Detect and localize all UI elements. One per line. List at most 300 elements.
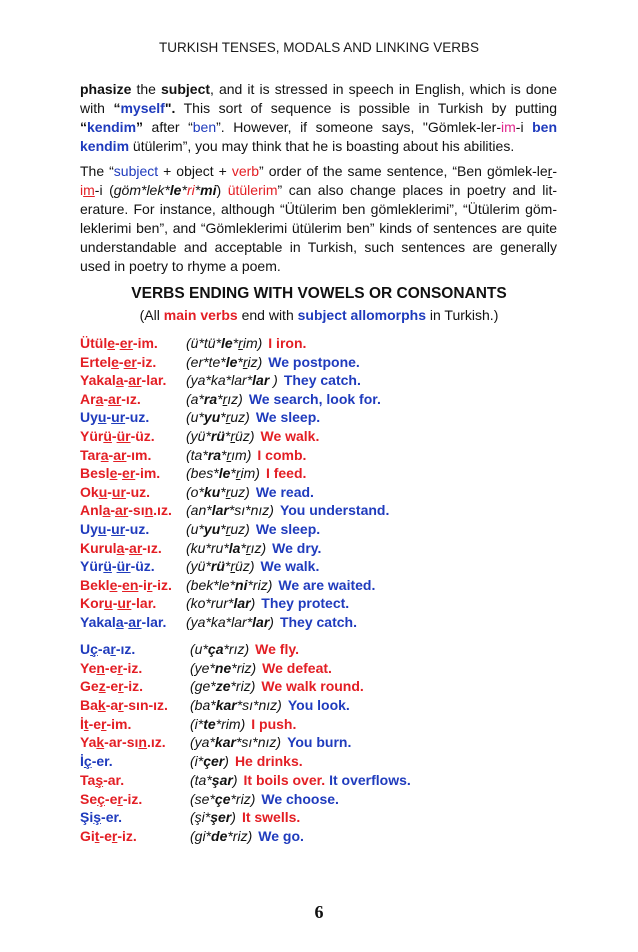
underlined-text: ar: [128, 372, 142, 389]
english-meaning: [284, 372, 361, 388]
underlined-text: r: [118, 678, 124, 695]
verb-form: [80, 483, 150, 502]
translation: [190, 696, 350, 715]
verb-entry: [80, 640, 557, 659]
text-run: -üz.: [130, 558, 155, 575]
text-line: [80, 200, 557, 219]
page-number: 6: [314, 902, 324, 922]
pronunciation: [190, 660, 256, 676]
text-run: *rim): [215, 715, 246, 732]
underlined-text: ur: [111, 483, 126, 500]
underlined-text: ur: [117, 595, 132, 612]
underlined-text: n: [138, 734, 147, 751]
text-run: ): [224, 753, 229, 770]
text-run: We walk round.: [261, 678, 364, 695]
text-run: -: [112, 595, 118, 612]
text-run: (yü*: [186, 558, 211, 575]
text-run: (i*: [190, 753, 204, 770]
underlined-text: a: [95, 390, 104, 407]
text-run: (şi*: [190, 809, 211, 826]
text-run: i: [80, 182, 84, 198]
english-meaning: [260, 558, 319, 574]
translation: [186, 594, 349, 613]
underlined-text: e: [111, 353, 119, 370]
verb-form: [80, 827, 137, 846]
text-run: lar: [233, 595, 251, 612]
english-meaning: [244, 772, 411, 788]
underlined-text: a: [100, 446, 109, 463]
underlined-text: r: [118, 697, 124, 714]
text-run: -uz.: [125, 520, 150, 537]
translation: [186, 464, 306, 483]
text-line: [80, 219, 557, 238]
text-run: Gi: [80, 827, 95, 844]
text-run: ım): [231, 446, 252, 463]
text-run: *: [221, 446, 227, 463]
text-run: It overflows.: [325, 771, 411, 788]
underlined-text: ç: [97, 790, 105, 807]
pronunciation: [190, 734, 281, 750]
text-run: subject: [113, 163, 159, 179]
pronunciation: [190, 753, 229, 769]
verb-form: [80, 334, 158, 353]
text-run: It boils over.: [243, 771, 326, 788]
text-run: -: [123, 372, 129, 389]
pronunciation: [186, 484, 250, 500]
text-run: ”. However, if someone says, "Gömlek-ler-: [216, 119, 502, 135]
text-run: They catch.: [279, 613, 357, 630]
text-run: (u*: [186, 520, 204, 537]
verb-entry: [80, 371, 557, 390]
text-line: [80, 118, 557, 137]
underlined-text: r: [117, 659, 123, 676]
text-run: -: [117, 576, 123, 593]
text-run: *riz): [227, 827, 253, 844]
text-run: *riz): [230, 790, 256, 807]
text-run: *: [230, 465, 236, 482]
text-run: iz): [247, 353, 263, 370]
text-run: *: [232, 335, 239, 351]
text-run: used in poetry to rhyme a poem.: [80, 258, 281, 274]
translation: [186, 390, 381, 409]
verb-form: [80, 808, 122, 827]
text-run: -: [118, 353, 124, 370]
english-meaning: [261, 791, 339, 807]
underlined-text: r: [225, 409, 231, 426]
verb-list-consonant-endings: [80, 640, 557, 846]
text-run: We dry.: [272, 539, 322, 556]
underlined-text: er: [122, 465, 136, 482]
text-run: kar: [215, 697, 237, 714]
verb-entry: [80, 613, 557, 632]
verb-form: [80, 576, 172, 595]
text-run: rü: [210, 427, 225, 444]
text-run: göm*lek*: [113, 182, 170, 198]
text-run: -iz.: [117, 827, 137, 844]
text-run: Tar: [80, 446, 101, 463]
text-run: -: [124, 539, 130, 556]
text-run: -im.: [132, 335, 158, 351]
underlined-text: e: [109, 465, 118, 482]
english-meaning: [280, 614, 357, 630]
text-run: verb: [231, 163, 260, 179]
text-run: ): [231, 809, 236, 826]
text-run: üz): [235, 427, 255, 444]
text-run: *: [224, 427, 231, 444]
text-run: Kor: [80, 595, 105, 612]
text-run: (ya*ka*lar*: [186, 613, 253, 630]
verb-form: [80, 594, 156, 613]
verb-form: [80, 640, 135, 659]
text-run: yu: [203, 409, 221, 426]
underlined-text: ş: [93, 809, 102, 826]
text-run: .ız.: [153, 502, 172, 519]
verb-form: [80, 677, 143, 696]
verb-form: [80, 613, 166, 632]
text-line: [80, 80, 557, 99]
text-run: -: [106, 409, 112, 426]
verb-form: [80, 501, 172, 520]
text-run: ".: [164, 100, 176, 116]
text-run: -lar.: [141, 372, 167, 389]
text-run: We sleep.: [255, 409, 321, 426]
text-run: la: [228, 539, 241, 556]
text-run: It swells.: [241, 809, 301, 826]
text-run: main verbs: [163, 307, 238, 323]
verb-form: [80, 715, 131, 734]
text-run: They protect.: [261, 595, 350, 612]
pronunciation: [190, 641, 249, 657]
english-meaning: [288, 697, 350, 713]
text-run: (bek*le*: [186, 576, 236, 593]
text-run: We read.: [255, 483, 314, 500]
text-run: Besl: [80, 465, 110, 482]
text-run: (er*te*: [186, 353, 226, 370]
underlined-text: k: [97, 697, 106, 714]
text-run: -iz.: [122, 790, 143, 807]
english-meaning: [256, 484, 314, 500]
translation: [190, 659, 332, 678]
text-run: I comb.: [257, 446, 307, 463]
verb-form: [80, 733, 166, 752]
text-run: ütülerim: [227, 182, 278, 198]
text-run: leklerimi ben”, and “Gömleklerimi ütülerim ben” kinds of sentences are quite: [80, 220, 557, 236]
text-run: We fly.: [255, 641, 299, 657]
text-line: [80, 137, 557, 156]
text-run: (i*: [190, 715, 204, 732]
pronunciation: [186, 372, 278, 388]
text-run: understandable and acceptable in Turkish, such sentences are generally: [80, 239, 557, 255]
verb-entry: [80, 501, 557, 520]
underlined-text: r: [110, 641, 116, 657]
text-run: ”: [136, 119, 144, 135]
text-run: -iz.: [122, 659, 143, 676]
paragraph: [80, 80, 557, 156]
text-run: Ok: [80, 483, 99, 500]
text-run: (ye*: [190, 659, 215, 676]
text-run: You burn.: [287, 734, 352, 751]
translation: [190, 733, 351, 752]
text-run: Yür: [80, 558, 104, 575]
text-run: ” can also change places in poetry and lit-: [277, 182, 557, 198]
text-run: -: [103, 390, 109, 407]
text-run: subject: [161, 81, 211, 97]
text-run: subject allomorphs: [297, 307, 426, 323]
text-run: kar: [214, 734, 236, 751]
underlined-text: r: [111, 827, 118, 844]
pronunciation: [186, 335, 262, 351]
text-run: We walk.: [260, 558, 320, 575]
translation: [186, 353, 360, 372]
text-run: çe: [214, 790, 231, 807]
text-run: Ar: [80, 390, 96, 407]
verb-form: [80, 696, 168, 715]
text-run: *riz): [231, 659, 257, 676]
text-run: kendim: [87, 119, 137, 135]
text-run: (bes*: [186, 465, 219, 482]
text-run: şer: [210, 809, 232, 826]
text-line: [80, 181, 557, 200]
underlined-text: k: [96, 734, 105, 751]
underlined-text: u: [104, 595, 113, 612]
text-run: -a: [97, 641, 111, 657]
section-subheading: [0, 306, 638, 324]
text-run: with: [80, 100, 114, 116]
text-run: -e: [105, 678, 119, 695]
text-run: -: [106, 520, 112, 537]
pronunciation: [186, 521, 250, 537]
pronunciation: [186, 409, 250, 425]
text-run: te: [203, 715, 216, 732]
underlined-text: n: [144, 502, 154, 519]
underlined-text: u: [97, 409, 107, 426]
verb-form: [80, 464, 160, 483]
text-run: im: [501, 119, 516, 135]
text-run: -: [107, 483, 112, 500]
english-meaning: [260, 428, 319, 444]
translation: [190, 752, 303, 771]
text-run: ze: [215, 678, 231, 695]
text-run: *: [240, 539, 246, 556]
verb-entry: [80, 808, 557, 827]
text-run: -lar.: [131, 595, 157, 612]
underlined-text: ç: [90, 641, 98, 657]
text-line: [80, 99, 557, 118]
text-run: -sın-ız.: [123, 697, 168, 714]
text-run: (yü*: [186, 427, 211, 444]
text-run: lar: [252, 372, 270, 389]
text-run: Ge: [80, 678, 99, 695]
text-run: (ü*tü*: [186, 335, 222, 351]
text-run: *: [224, 558, 231, 575]
underlined-text: r: [238, 335, 243, 351]
verb-form: [80, 390, 141, 409]
text-run: We search, look for.: [248, 390, 381, 407]
translation: [190, 640, 299, 659]
text-run: “: [113, 100, 121, 116]
text-run: Yür: [80, 427, 104, 444]
pronunciation: [190, 697, 282, 713]
translation: [190, 771, 411, 790]
english-meaning: [249, 391, 381, 407]
text-line: [80, 257, 557, 276]
pronunciation: [190, 791, 255, 807]
text-run: uz): [230, 483, 250, 500]
verb-entry: [80, 446, 557, 465]
text-run: Anl: [80, 502, 103, 519]
verb-form: [80, 446, 151, 465]
underlined-text: u: [97, 520, 107, 537]
underlined-text: en: [122, 576, 139, 593]
text-run: We sleep.: [255, 520, 321, 537]
text-run: end with: [237, 307, 298, 323]
text-run: I iron.: [268, 335, 307, 351]
text-run: -im.: [135, 465, 161, 482]
pronunciation: [186, 428, 254, 444]
text-run: de: [211, 827, 228, 844]
english-meaning: [242, 809, 300, 825]
section-heading: VERBS ENDING WITH VOWELS OR CONSONANTS: [131, 285, 507, 302]
text-run: -uz.: [125, 483, 151, 500]
text-run: uz): [230, 520, 250, 537]
text-run: -: [110, 502, 116, 519]
text-run: (ya*: [190, 734, 215, 751]
english-meaning: [255, 641, 299, 657]
text-run: ): [269, 613, 274, 630]
underlined-text: a: [115, 613, 124, 630]
text-run: -uz.: [125, 409, 150, 426]
underlined-text: ur: [111, 520, 126, 537]
translation: [186, 446, 306, 465]
text-run: *sı*nız): [235, 734, 282, 751]
text-run: (ku*ru*: [186, 539, 229, 556]
text-run: ku: [203, 483, 221, 500]
text-run: (o*: [186, 483, 204, 500]
text-run: ri: [186, 182, 195, 198]
pronunciation: [186, 447, 251, 463]
underlined-text: ür: [116, 558, 131, 575]
text-run: We defeat.: [262, 659, 332, 676]
text-run: -e: [104, 659, 118, 676]
verb-entry: [80, 594, 557, 613]
underlined-text: ü: [103, 427, 112, 444]
verb-form: [80, 520, 149, 539]
text-run: lar: [252, 613, 270, 630]
underlined-text: t: [83, 715, 89, 732]
text-run: -ım.: [126, 446, 152, 463]
text-run: -ız.: [121, 390, 141, 407]
text-run: üz): [235, 558, 255, 575]
verb-entry: [80, 771, 557, 790]
underlined-text: r: [226, 446, 232, 463]
text-run: Bekl: [80, 576, 110, 593]
verb-form: [80, 353, 156, 372]
verb-entry: [80, 827, 557, 846]
text-run: Uy: [80, 520, 98, 537]
text-run: -er.: [91, 753, 113, 770]
text-run: They catch.: [283, 372, 361, 389]
translation: [186, 371, 361, 390]
verb-entry: [80, 790, 557, 809]
text-run: *sı*nız): [236, 697, 282, 714]
text-run: ): [269, 372, 278, 389]
verb-entry: [80, 390, 557, 409]
verb-entry: [80, 733, 557, 752]
text-run: ütülerim”, you may think that he is boasting about his abilities.: [129, 138, 515, 154]
text-run: after “: [143, 119, 193, 135]
translation: [186, 613, 357, 632]
english-meaning: [280, 502, 389, 518]
text-run: lar: [211, 502, 229, 519]
verb-form: [80, 557, 155, 576]
text-run: Ya: [80, 734, 97, 751]
text-run: İ: [80, 715, 84, 732]
text-line: [80, 238, 557, 257]
english-meaning: [251, 716, 296, 732]
text-run: (ya*ka*lar*: [186, 372, 253, 389]
text-run: We are waited.: [278, 576, 376, 593]
text-run: (an*: [186, 502, 212, 519]
text-run: We choose.: [261, 790, 339, 807]
pronunciation: [186, 354, 262, 370]
text-run: -i: [515, 119, 533, 135]
english-meaning: [278, 577, 375, 593]
text-run: ): [232, 771, 238, 788]
text-run: *: [194, 182, 201, 198]
text-run: ra: [207, 446, 222, 463]
translation: [186, 576, 375, 595]
translation: [190, 715, 296, 734]
pronunciation: [186, 577, 272, 593]
pronunciation: [186, 558, 254, 574]
text-run: in Turkish.): [426, 307, 499, 323]
verb-entry: [80, 353, 557, 372]
text-run: -e: [99, 827, 112, 844]
text-run: yu: [203, 520, 221, 537]
text-run: le: [225, 353, 238, 370]
translation: [190, 827, 304, 846]
text-run: ça: [207, 641, 224, 657]
text-run: -: [123, 613, 129, 630]
underlined-text: ç: [83, 753, 92, 770]
english-meaning: [261, 678, 363, 694]
text-run: (u*: [186, 409, 204, 426]
text-run: ni: [235, 576, 248, 593]
text-run: uz): [230, 409, 250, 426]
verb-entry: [80, 557, 557, 576]
text-run: Uy: [80, 409, 98, 426]
underlined-text: t: [94, 827, 100, 844]
pronunciation: [186, 465, 260, 481]
translation: [186, 520, 320, 539]
translation: [186, 539, 321, 558]
text-run: ız): [227, 390, 243, 407]
text-run: The “: [80, 163, 114, 179]
text-run: I push.: [251, 715, 297, 732]
english-meaning: [258, 828, 304, 844]
verb-entry: [80, 539, 557, 558]
english-meaning: [256, 521, 320, 537]
english-meaning: [268, 354, 360, 370]
text-run: -ar-sı: [104, 734, 139, 751]
text-run: ra: [203, 390, 218, 407]
translation: [186, 334, 306, 353]
underlined-text: a: [116, 539, 125, 556]
text-run: -im.: [106, 715, 132, 732]
pronunciation: [186, 540, 266, 556]
verb-entry: [80, 334, 557, 353]
english-meaning: [268, 335, 306, 351]
